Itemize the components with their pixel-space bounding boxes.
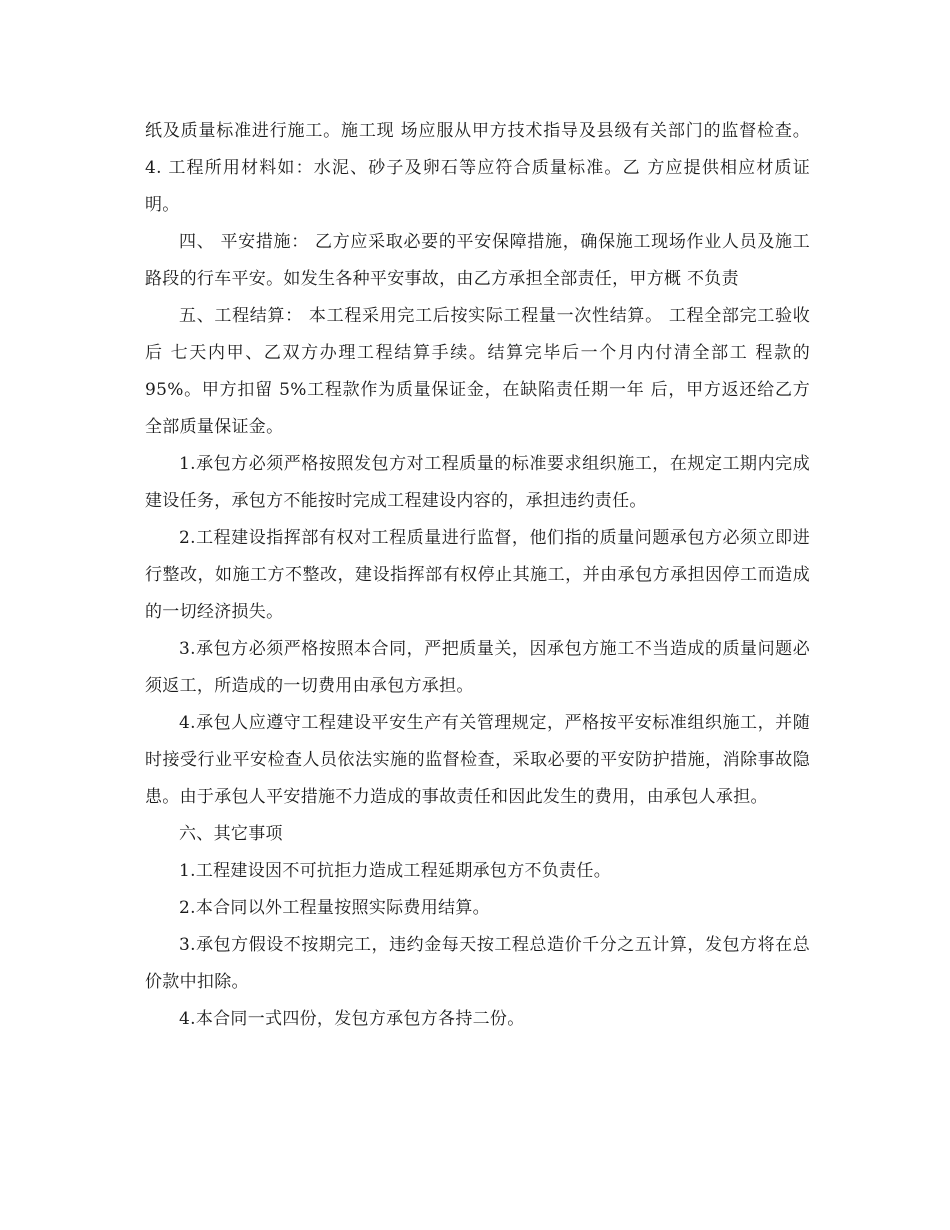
clause-penalty: 3.承包方假设不按期完工，违约金每天按工程总造价千分之五计算，发包方将在总价款中扣除。: [145, 935, 810, 992]
clause-supervision: 2.工程建设指挥部有权对工程质量进行监督，他们指的质量问题承包方必须立即进行整改，如施工方不整改，建设指挥部有权停止其施工，并由承包方承担因停工而造成的一切经济损失。: [145, 528, 810, 622]
document-body: [145, 113, 810, 1038]
clause-quality-control: 3.承包方必须严格按照本合同，严把质量关，因承包方施工不当造成的质量问题必须返工，所造成的一切费用由承包方承担。: [145, 639, 810, 696]
clause-extra-work: 2.本合同以外工程量按照实际费用结算。: [179, 898, 490, 918]
paragraph-settlement: 五、工程结算： 本工程采用完工后按实际工程量一次性结算。 工程全部完工验收后 七天内甲、乙双方办理工程结算手续。结算完毕后一个月内付清全部工 程款的 95%。甲方扣留 5%工程款作为质量保证金，在缺陷责任期一年 后，甲方返还给乙方全部质量保证金。: [145, 306, 810, 437]
clause-copies: 4.本合同一式四份，发包方承包方各持二份。: [179, 1009, 525, 1029]
section-heading-other-matters: 六、其它事项: [179, 824, 283, 844]
clause-safety-production: 4.承包人应遵守工程建设平安生产有关管理规定，严格按平安标准组织施工，并随时接受行业平安检查人员依法实施的监督检查，采取必要的平安防护措施，消除事故隐患。由于承包人平安措施不力造成的事故责任和因此发生的费用，由承包人承担。: [145, 713, 810, 807]
clause-force-majeure: 1.工程建设因不可抗拒力造成工程延期承包方不负责任。: [179, 861, 612, 881]
clause-quality-requirement: 1.承包方必须严格按照发包方对工程质量的标准要求组织施工，在规定工期内完成建设任务，承包方不能按时完成工程建设内容的，承担违约责任。: [145, 454, 810, 511]
paragraph-safety-measures: 四、 平安措施： 乙方应采取必要的平安保障措施，确保施工现场作业人员及施工 路段的行车平安。如发生各种平安事故，由乙方承担全部责任，甲方概 不负责: [145, 232, 810, 289]
paragraph-materials: 纸及质量标准进行施工。施工现 场应服从甲方技术指导及县级有关部门的监督检查。 4. 工程所用材料如：水泥、砂子及卵石等应符合质量标准。乙 方应提供相应材质证明。: [145, 121, 810, 215]
